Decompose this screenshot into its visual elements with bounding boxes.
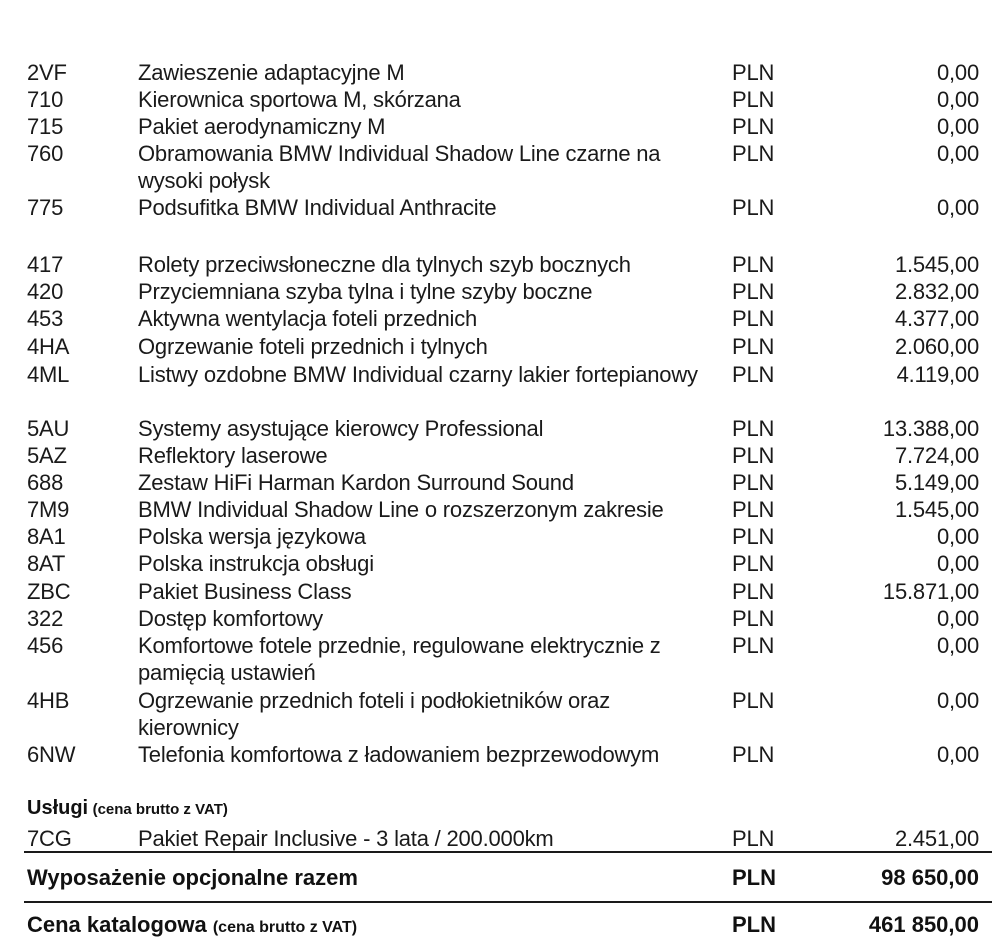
option-currency: PLN xyxy=(732,87,775,112)
service-currency: PLN xyxy=(732,826,775,851)
divider xyxy=(24,851,992,853)
option-description: Komfortowe fotele przednie, regulowane elektrycznie z pamięcią ustawień xyxy=(138,633,661,685)
option-price: 4.119,00 xyxy=(896,362,979,387)
option-code: 4HA xyxy=(27,334,70,359)
option-code: 5AZ xyxy=(27,443,67,468)
option-price: 0,00 xyxy=(936,524,979,549)
option-description: Ogrzewanie foteli przednich i tylnych xyxy=(138,334,488,359)
option-code: 775 xyxy=(27,195,64,220)
option-price: 0,00 xyxy=(936,688,979,713)
option-description: Rolety przeciwsłoneczne dla tylnych szyb bocznych xyxy=(138,252,631,277)
option-price: 15.871,00 xyxy=(882,579,979,604)
option-price: 0,00 xyxy=(936,551,979,576)
option-code: 417 xyxy=(27,252,64,277)
option-description: Pakiet aerodynamiczny M xyxy=(138,114,386,139)
option-code: 710 xyxy=(27,87,64,112)
option-description: Reflektory laserowe xyxy=(138,443,328,468)
option-price: 0,00 xyxy=(936,87,979,112)
option-currency: PLN xyxy=(732,195,775,220)
catalog-price-amount: 461 850,00 xyxy=(868,912,979,937)
option-price: 5.149,00 xyxy=(894,470,979,495)
option-currency: PLN xyxy=(732,551,775,576)
option-currency: PLN xyxy=(732,334,775,359)
option-price: 0,00 xyxy=(936,141,979,166)
option-code: 8AT xyxy=(27,551,66,576)
option-currency: PLN xyxy=(732,279,775,304)
option-currency: PLN xyxy=(732,470,775,495)
option-currency: PLN xyxy=(732,362,775,387)
option-code: 7M9 xyxy=(27,497,70,522)
option-currency: PLN xyxy=(732,579,775,604)
option-currency: PLN xyxy=(732,497,775,522)
option-price: 0,00 xyxy=(936,742,979,767)
option-price: 13.388,00 xyxy=(882,416,979,441)
option-price: 0,00 xyxy=(936,114,979,139)
option-price: 0,00 xyxy=(936,633,979,658)
option-currency: PLN xyxy=(732,443,775,468)
option-code: 453 xyxy=(27,306,64,331)
option-description: BMW Individual Shadow Line o rozszerzonym zakresie xyxy=(138,497,664,522)
option-code: 760 xyxy=(27,141,64,166)
option-currency: PLN xyxy=(732,633,775,658)
option-code: 8A1 xyxy=(27,524,66,549)
services-heading xyxy=(27,797,228,820)
options-total-label: Wyposażenie opcjonalne razem xyxy=(27,865,358,890)
option-currency: PLN xyxy=(732,606,775,631)
option-code: 2VF xyxy=(27,60,67,85)
option-currency: PLN xyxy=(732,524,775,549)
option-code: 5AU xyxy=(27,416,70,441)
option-currency: PLN xyxy=(732,60,775,85)
option-price: 0,00 xyxy=(936,195,979,220)
option-price: 2.832,00 xyxy=(894,279,979,304)
option-code: 456 xyxy=(27,633,64,658)
options-total-currency: PLN xyxy=(732,865,776,890)
option-description: Ogrzewanie przednich foteli i podłokietników oraz kierownicy xyxy=(138,688,611,740)
option-code: 715 xyxy=(27,114,64,139)
option-price: 2.060,00 xyxy=(894,334,979,359)
option-currency: PLN xyxy=(732,688,775,713)
option-currency: PLN xyxy=(732,141,775,166)
option-description: Aktywna wentylacja foteli przednich xyxy=(138,306,478,331)
options-total-amount: 98 650,00 xyxy=(881,865,979,890)
option-description: Dostęp komfortowy xyxy=(138,606,323,631)
option-description: Telefonia komfortowa z ładowaniem bezprzewodowym xyxy=(138,742,660,767)
option-price: 7.724,00 xyxy=(894,443,979,468)
service-description: Pakiet Repair Inclusive - 3 lata / 200.000km xyxy=(138,826,554,851)
option-price: 0,00 xyxy=(936,60,979,85)
option-currency: PLN xyxy=(732,114,775,139)
option-description: Kierownica sportowa M, skórzana xyxy=(138,87,461,112)
option-currency: PLN xyxy=(732,252,775,277)
option-description: Obramowania BMW Individual Shadow Line czarne na wysoki połysk xyxy=(138,141,661,193)
option-description: Zawieszenie adaptacyjne M xyxy=(138,60,405,85)
catalog-price-label-group xyxy=(27,911,357,942)
option-description: Listwy ozdobne BMW Individual czarny lakier fortepianowy xyxy=(138,362,698,387)
option-description: Pakiet Business Class xyxy=(138,579,352,604)
option-price: 1.545,00 xyxy=(894,252,979,277)
option-code: 420 xyxy=(27,279,64,304)
services-vat-note: (cena brutto z VAT) xyxy=(92,801,228,818)
option-description: Podsufitka BMW Individual Anthracite xyxy=(138,195,497,220)
option-price: 0,00 xyxy=(936,606,979,631)
option-price: 4.377,00 xyxy=(894,306,979,331)
option-price: 1.545,00 xyxy=(894,497,979,522)
catalog-price-vat-note: (cena brutto z VAT) xyxy=(212,919,358,936)
service-code: 7CG xyxy=(27,826,72,851)
option-currency: PLN xyxy=(732,306,775,331)
option-description: Polska wersja językowa xyxy=(138,524,366,549)
option-code: 6NW xyxy=(27,742,76,767)
option-code: ZBC xyxy=(27,579,71,604)
services-title: Usługi xyxy=(27,797,89,819)
option-description: Zestaw HiFi Harman Kardon Surround Sound xyxy=(138,470,574,495)
option-code: 4ML xyxy=(27,362,70,387)
option-description: Polska instrukcja obsługi xyxy=(138,551,374,576)
divider xyxy=(24,901,992,903)
option-code: 4HB xyxy=(27,688,70,713)
option-code: 688 xyxy=(27,470,64,495)
option-description: Systemy asystujące kierowcy Professional xyxy=(138,416,544,441)
catalog-price-label: Cena katalogowa xyxy=(27,912,207,937)
option-description: Przyciemniana szyba tylna i tylne szyby boczne xyxy=(138,279,593,304)
option-code: 322 xyxy=(27,606,64,631)
service-price: 2.451,00 xyxy=(894,826,979,851)
option-currency: PLN xyxy=(732,742,775,767)
catalog-price-currency: PLN xyxy=(732,912,776,937)
option-currency: PLN xyxy=(732,416,775,441)
